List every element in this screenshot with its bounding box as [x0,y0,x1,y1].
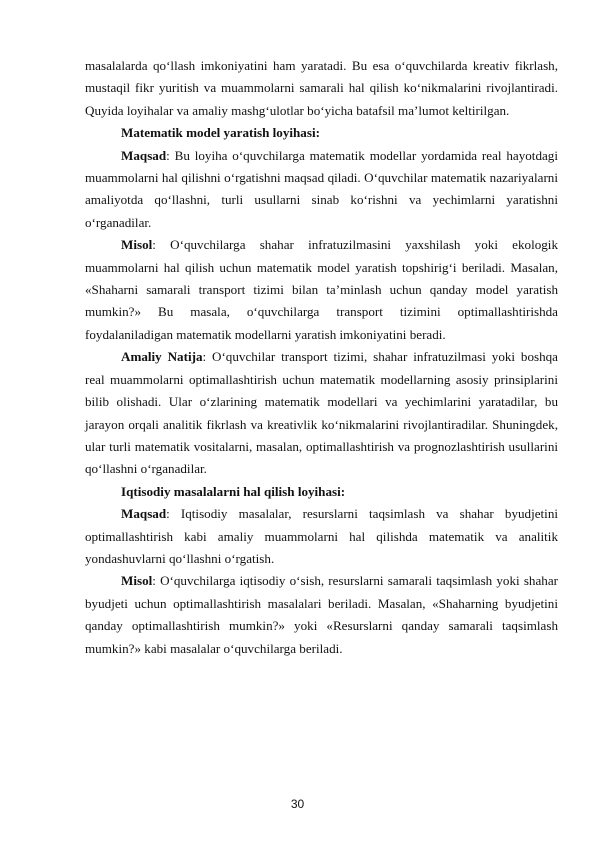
math-goal-paragraph [85,145,558,235]
math-goal-text: : Bu loyiha o‘quvchilarga matematik modellar yordamida real hayotdagi muammolarni hal qilishni o‘rgatishni maqsad qiladi. O‘quvchilar matematik nazariyalarni amaliyotda qo‘llashni, turli usullarni sinab ko‘rishni va yechimlarni yaratishni o‘rganadilar. [85,147,558,230]
math-goal-label: Maqsad [121,147,167,163]
math-example-label: Misol [121,237,153,253]
econ-goal-text: : Iqtisodiy masalalar, resurslarni taqsimlash va shahar byudjetini optimallashtirish kabi amaliy muammolarni hal qilishda matematik va analitik yondashuvlarni qo‘llashni o‘rgatish. [85,506,558,566]
econ-example-paragraph [85,570,558,660]
econ-example-text: : O‘quvchilarga iqtisodiy o‘sish, resurslarni samarali taqsimlash yoki shahar byudjeti uchun optimallashtirish masalalari beriladi. Masalan, «Shaharning byudjetini qanday optimallashtirish mumkin?» yoki «Resurslarni qanday samarali taqsimlash mumkin?» kabi masalalar o‘quvchilarga beriladi. [85,573,558,656]
math-result-label: Amaliy Natija [121,349,203,365]
page-content [85,55,558,660]
econ-goal-paragraph [85,503,558,570]
page-number: 30 [290,797,305,811]
section-heading-economics: Iqtisodiy masalalarni hal qilish loyihasi: [121,483,346,499]
intro-text: masalalarda qo‘llash imkoniyatini ham yaratadi. Bu esa o‘quvchilarda kreativ fikrlash, mustaqil fikr yuritish va muammolarni samarali hal qilish ko‘nikmalarini rivojlantiradi. Quyida loyihalar va amaliy mashg‘ulotlar bo‘yicha batafsil ma’lumot keltirilgan. [85,58,558,118]
math-result-paragraph [85,346,558,480]
math-example-text: : O‘quvchilarga shahar infratuzilmasini yaxshilash yoki ekologik muammolarni hal qilish uchun matematik model yaratish topshirig‘i beriladi. Masalan, «Shaharni samarali transport tizimi bilan ta’minlash uchun qanday model yaratish mumkin?» Bu masala, o‘quvchilarga transport tizimini optimallashtirishda foydalaniladigan matematik modellarni yaratish imkoniyatini beradi. [85,237,558,342]
intro-paragraph [85,55,558,122]
econ-goal-label: Maqsad [121,506,167,522]
econ-example-label: Misol [121,573,153,589]
math-example-paragraph [85,234,558,346]
math-result-text: : O‘quvchilar transport tizimi, shahar infratuzilmasi yoki boshqa real muammolarni optimallashtirish uchun matematik modellarning asosiy prinsiplarini bilib olishadi. Ular o‘zlarining matematik modellari va yechimlarini yaratadilar, bu jarayon orqali analitik fikrlash va kreativlik ko‘nikmalarini rivojlantiradilar. Shuningdek, ular turli matematik vositalarni, masalan, optimallashtirish va prognozlashtirish usullarini qo‘llashni o‘rganadilar. [85,349,558,477]
section-heading-math-model: Matematik model yaratish loyihasi: [121,125,320,141]
